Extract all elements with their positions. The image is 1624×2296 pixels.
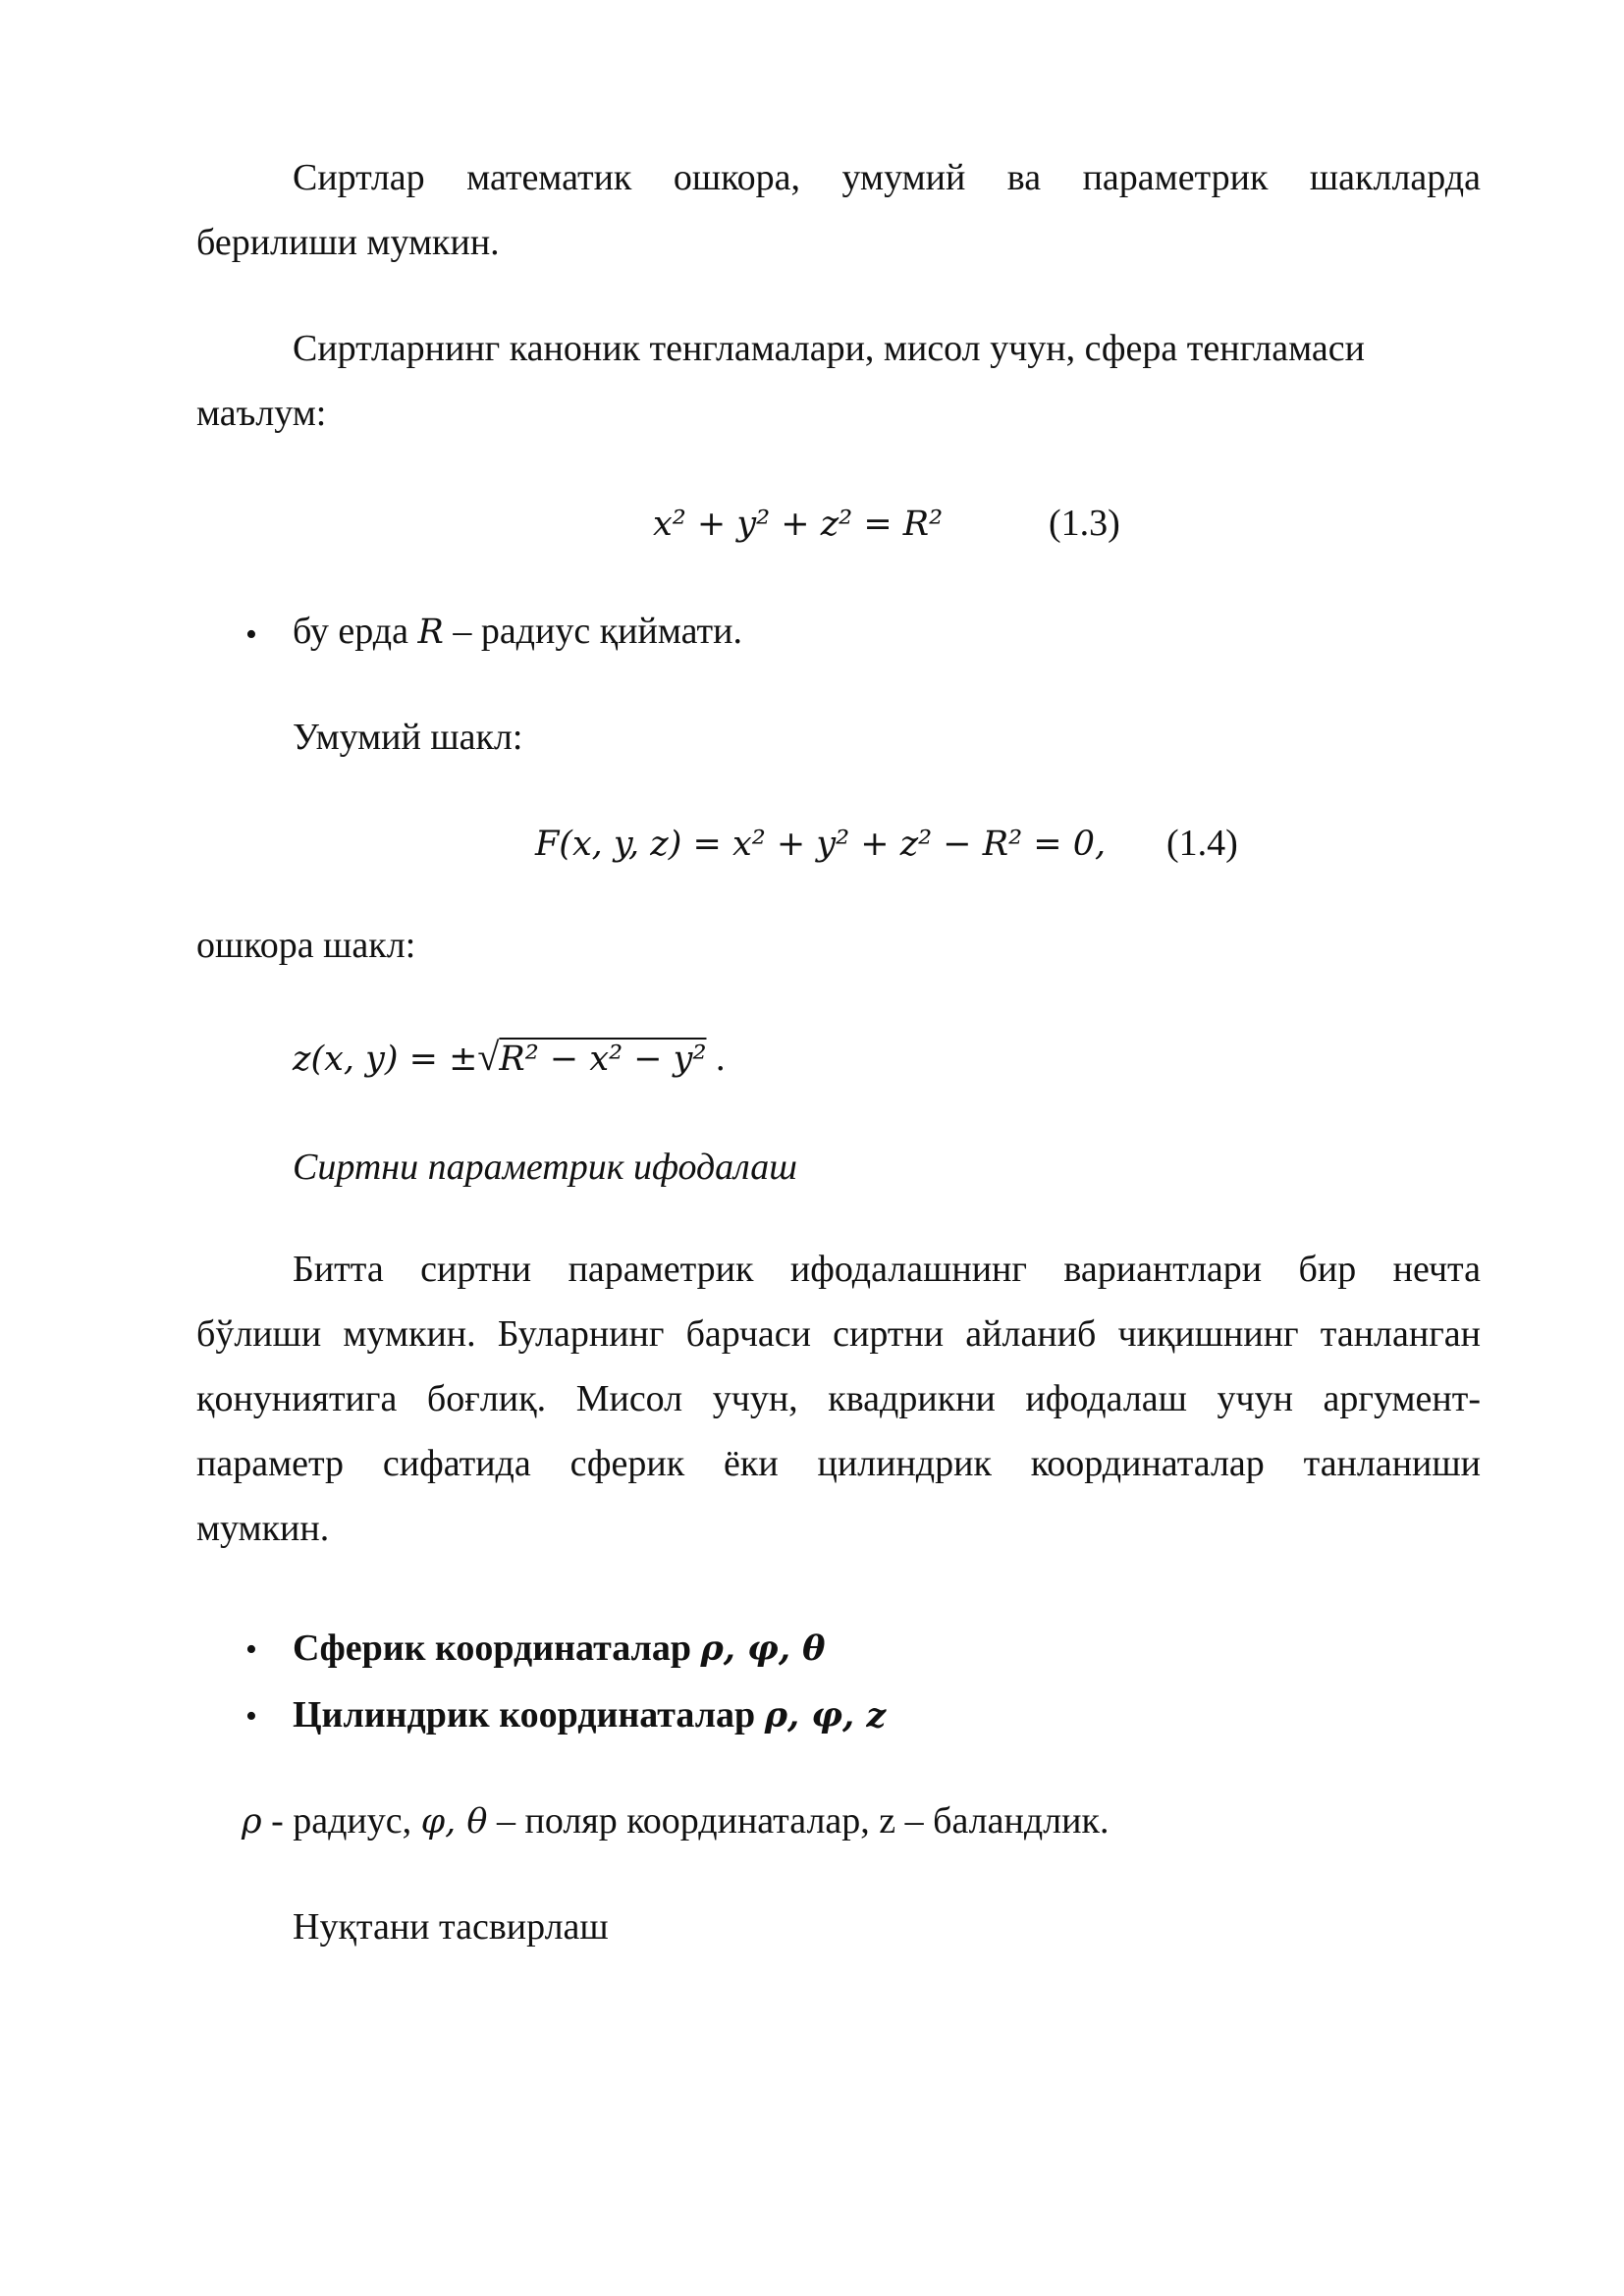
symbol-legend: [242, 1789, 1109, 1854]
equation-explicit-lhs: z(x, y) = ±: [293, 1040, 478, 1079]
heading-point: Нуқтани тасвирлаш: [293, 1906, 609, 1948]
bullet-marker: •: [245, 1698, 257, 1735]
sqrt-radical-icon: √: [477, 1035, 500, 1079]
heading-general-form: Умумий шакл:: [293, 717, 523, 758]
bullet-marker: •: [245, 616, 257, 653]
list-item-cylindrical-label: Цилиндрик координаталар: [293, 1694, 765, 1735]
paragraph-intro-line-2: берилиши мумкин.: [196, 222, 500, 263]
heading-parametric: Сиртни параметрик ифодалаш: [293, 1147, 797, 1188]
equation-general: [535, 811, 1106, 877]
legend-phi-theta: φ, θ: [420, 1802, 488, 1842]
paragraph-intro: [196, 145, 1481, 275]
paragraph-canonical-line-1: Сиртларнинг каноник тенгламалари, мисол учун, сфера тенгламаси: [293, 328, 1365, 369]
paragraph-parametric-line-1: Битта сиртни параметрик ифодалашнинг вариантлари бир нечта: [293, 1249, 1481, 1290]
paragraph-parametric-line-3: қонуниятига боғлиқ. Мисол учун, квадрикни ифодалаш учун аргумент-: [196, 1378, 1481, 1419]
list-item-spherical-label: Сферик координаталар: [293, 1628, 701, 1669]
list-item-cylindrical: [293, 1682, 886, 1748]
equation-general-formula: F(x, y, z) = x² + y² + z² − R² = 0,: [535, 825, 1107, 864]
paragraph-parametric-line-5: мумкин.: [196, 1508, 330, 1549]
equation-sphere: [653, 491, 943, 557]
radius-variable: R: [417, 613, 444, 652]
bullet-marker: •: [245, 1631, 257, 1668]
equation-explicit-tail: .: [706, 1038, 726, 1079]
equation-explicit-radicand: R² − x² − y²: [499, 1040, 707, 1079]
list-item-cylindrical-symbols: ρ, φ, z: [764, 1695, 887, 1735]
radius-note-before: бу ерда: [293, 611, 418, 652]
radius-note-after: – радиус қиймати.: [443, 611, 742, 652]
paragraph-parametric-line-4: параметр сифатида сферик ёки цилиндрик координаталар танланиши: [196, 1443, 1481, 1484]
paragraph-parametric: [196, 1237, 1481, 1561]
list-item-spherical: [293, 1616, 826, 1682]
heading-explicit-form: ошкора шакл:: [196, 925, 416, 966]
legend-part-2: – поляр координаталар, z – баландлик.: [487, 1800, 1110, 1842]
paragraph-canonical-line-2: маълум:: [196, 393, 327, 434]
equation-number-1-3: (1.3): [1049, 503, 1120, 544]
paragraph-parametric-line-2: бўлиши мумкин. Буларнинг барчаси сиртни айланиб чиқишнинг танланган: [196, 1313, 1481, 1355]
equation-explicit: [293, 1025, 726, 1092]
legend-part-1: - радиус,: [261, 1800, 421, 1842]
paragraph-intro-line-1: Сиртлар математик ошкора, умумий ва параметрик шаклларда: [293, 157, 1481, 198]
legend-rho: ρ: [242, 1802, 262, 1842]
list-item-spherical-symbols: ρ, φ, θ: [700, 1629, 826, 1669]
equation-sphere-formula: x² + y² + z² = R²: [653, 505, 944, 544]
equation-number-1-4: (1.4): [1166, 823, 1238, 864]
radius-note: [293, 599, 742, 665]
paragraph-canonical: [196, 316, 1365, 446]
